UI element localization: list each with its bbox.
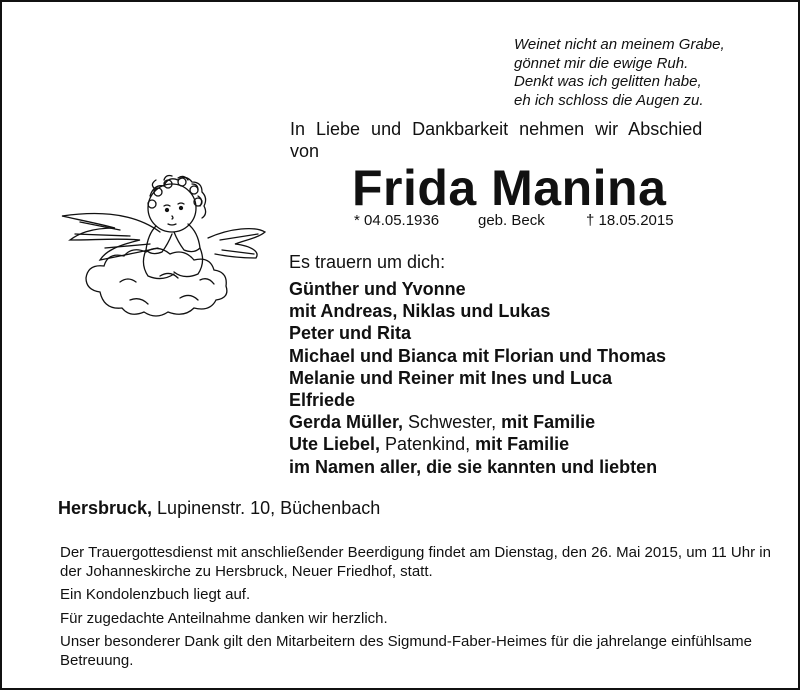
intro-text: [290, 118, 780, 162]
mourner-line: Elfriede: [289, 390, 356, 411]
deceased-name: Frida Manina: [352, 160, 667, 216]
notes: [60, 544, 780, 675]
mourner-line: Günther und Yvonne: [289, 279, 466, 299]
address-street: Lupinenstr. 10, Büchenbach: [152, 498, 381, 518]
poem: [514, 36, 725, 110]
mourner-name: Gerda Müller,: [289, 412, 404, 433]
mourner-family: mit Familie: [475, 434, 570, 455]
maiden-name: geb. Beck: [478, 212, 545, 229]
mourner-line: [289, 411, 666, 433]
special-thanks-note: Unser besonderer Dank gilt den Mitarbeitern des Sigmund-Faber-Heimes für die jahrelange einfühlsame Betreuung.: [60, 633, 753, 669]
mourner-line: Melanie und Reiner mit Ines und Luca: [289, 367, 613, 388]
mourner-line: Michael und Bianca mit Florian und Thomas: [289, 345, 667, 366]
mourner-family: mit Familie: [501, 412, 596, 433]
mourner-line: im Namen aller, die sie kannten und liebten: [289, 456, 658, 477]
mourners-heading: Es trauern um dich:: [289, 252, 446, 272]
thanks-note: Für zugedachte Anteilnahme danken wir herzlich.: [60, 609, 388, 627]
intro-line-1: In Liebe und Dankbarkeit nehmen wir Abschied: [290, 119, 703, 139]
birth-date: * 04.05.1936: [354, 212, 440, 229]
poem-line: eh ich schloss die Augen zu.: [514, 91, 704, 109]
intro-line-2: von: [290, 141, 320, 161]
mourner-relation: Patenkind,: [380, 434, 476, 455]
poem-line: Weinet nicht an meinem Grabe,: [514, 36, 725, 53]
poem-line: Denkt was ich gelitten habe,: [514, 73, 702, 90]
address: [58, 498, 380, 519]
mourner-name: Ute Liebel,: [289, 434, 381, 455]
address-city: Hersbruck,: [58, 498, 153, 518]
poem-line: gönnet mir die ewige Ruh.: [514, 54, 689, 72]
mourner-line: Peter und Rita: [289, 323, 412, 344]
death-date: † 18.05.2015: [586, 212, 674, 229]
mourner-line: [289, 433, 666, 455]
condolence-book-note: Ein Kondolenzbuch liegt auf.: [60, 586, 251, 603]
mourner-relation: Schwester,: [403, 412, 502, 433]
angel-illustration: [60, 140, 280, 340]
service-note: Der Trauergottesdienst mit anschließender Beerdigung findet am Dienstag, den 26. Mai 2015, um 11 Uhr in der Johanneskirche zu Hersbruck, Neuer Friedhof, statt.: [60, 544, 771, 580]
mourners-list: [289, 278, 666, 478]
mourner-line: mit Andreas, Niklas und Lukas: [289, 301, 551, 322]
